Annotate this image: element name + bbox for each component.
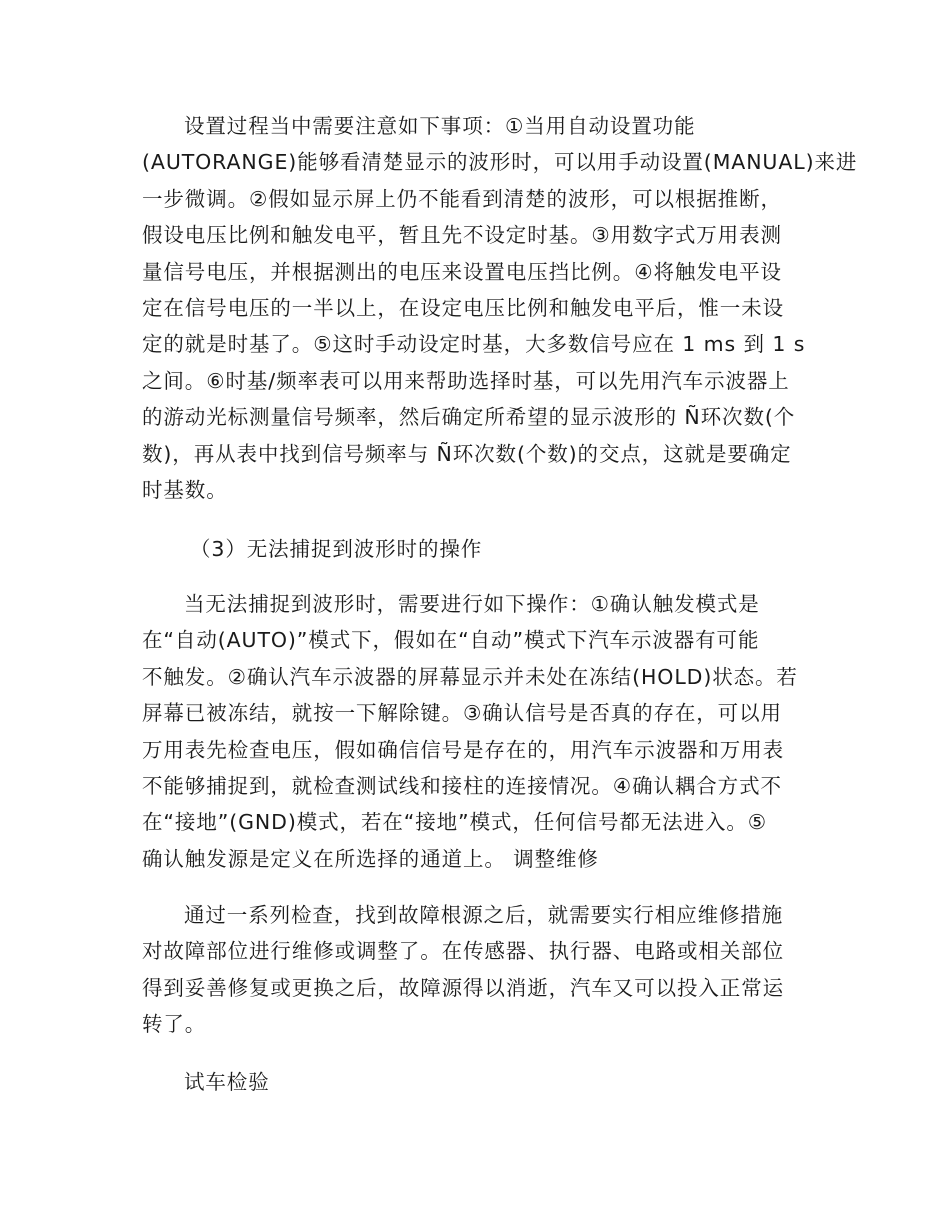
text-line: 设置过程当中需要注意如下事项：①当用自动设置功能 <box>184 114 696 138</box>
text-line: 定在信号电压的一半以上，在设定电压比例和触发电平后，惟一未设 <box>142 295 784 320</box>
paragraph-repair <box>142 897 812 1043</box>
section-heading <box>142 531 812 567</box>
text-line: 转了。 <box>142 1012 207 1037</box>
text-line: 时基数。 <box>142 477 228 502</box>
text-line: 一步微调。②假如显示屏上仍不能看到清楚的波形，可以根据推断， <box>142 186 782 211</box>
text-line: 不触发。②确认汽车示波器的屏幕显示并未处在冻结(HOLD)状态。若 <box>142 664 798 689</box>
text-line: 不能够捕捉到，就检查测试线和接柱的连接情况。④确认耦合方式不 <box>142 773 782 798</box>
text-line: 屏幕已被冻结，就按一下解除键。③确认信号是否真的存在，可以用 <box>142 701 782 726</box>
text-line: 当无法捕捉到波形时，需要进行如下操作：①确认触发模式是 <box>184 592 760 616</box>
text-line: 定的就是时基了。⑤这时手动设定时基，大多数信号应在 1 ms 到 1 s <box>142 332 806 357</box>
text-line: 万用表先检查电压，假如确信信号是存在的，用汽车示波器和万用表 <box>142 737 784 762</box>
paragraph-test-drive <box>142 1064 812 1100</box>
paragraph-no-capture-steps <box>142 586 812 877</box>
text-line: 的游动光标测量信号频率，然后确定所希望的显示波形的 Ñ环次数(个 <box>142 405 796 430</box>
text-line: 通过一系列检查，找到故障根源之后，就需要实行相应维修措施 <box>184 903 784 927</box>
text-line: 确认触发源是定义在所选择的通道上。 调整维修 <box>142 846 599 871</box>
text-line: 在“自动(AUTO)”模式下，假如在“自动”模式下汽车示波器有可能 <box>142 628 760 653</box>
text-line: (AUTORANGE)能够看清楚显示的波形时，可以用手动设置(MANUAL)来进 <box>142 150 858 175</box>
text-line: 之间。⑥时基/频率表可以用来帮助选择时基，可以先用汽车示波器上 <box>142 368 790 393</box>
text-line: 试车检验 <box>184 1070 270 1094</box>
text-line: 量信号电压，并根据测出的电压来设置电压挡比例。④将触发电平设 <box>142 259 782 284</box>
text-line: 得到妥善修复或更换之后，故障源得以消逝，汽车又可以投入正常运 <box>142 975 784 1000</box>
text-line: 数)，再从表中找到信号频率与 Ñ环次数(个数)的交点，这就是要确定 <box>142 441 792 466</box>
text-line: 假设电压比例和触发电平，暂且先不设定时基。③用数字式万用表测 <box>142 223 782 248</box>
heading-text: （3）无法捕捉到波形时的操作 <box>190 537 483 561</box>
paragraph-settings-notes <box>142 108 858 508</box>
text-line: 在“接地”(GND)模式，若在“接地”模式，任何信号都无法进入。⑤ <box>142 810 768 835</box>
text-line: 对故障部位进行维修或调整了。在传感器、执行器、电路或相关部位 <box>142 939 784 964</box>
